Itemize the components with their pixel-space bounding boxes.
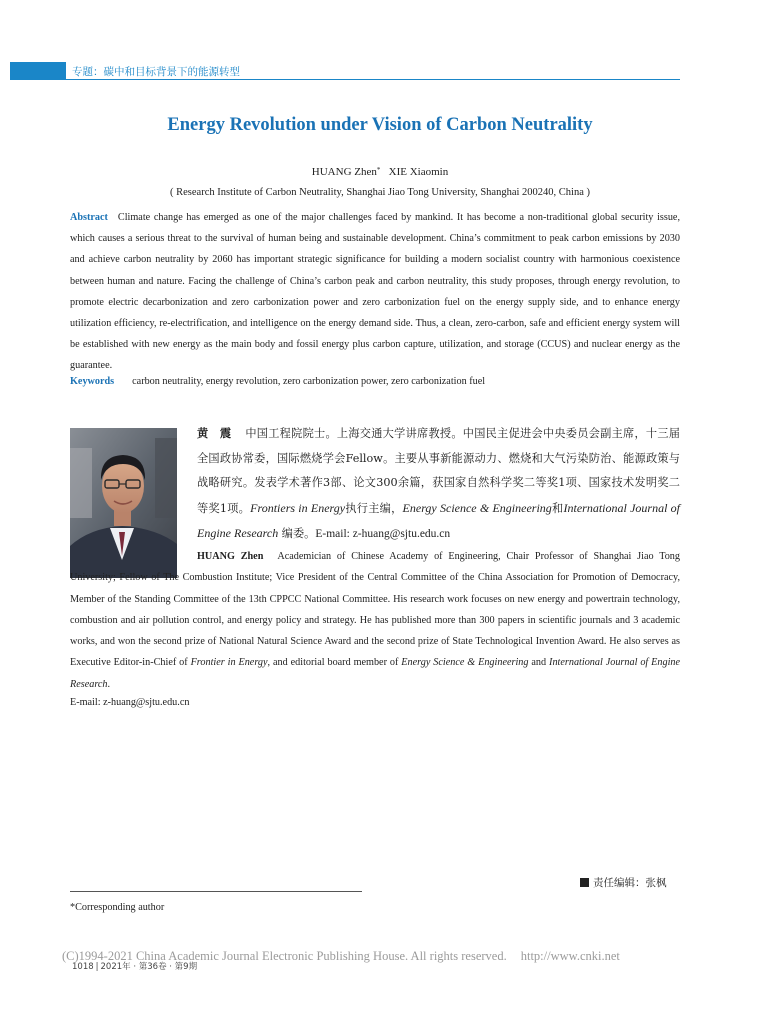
bio-name-en: HUANG Zhen xyxy=(197,551,264,562)
journal-energy-science-engineering: Energy Science & Engineering xyxy=(402,500,552,515)
black-square-icon xyxy=(580,878,589,887)
section-header: 专题：碳中和目标背景下的能源转型 xyxy=(72,66,240,78)
bio-role-cn-1: 执行主编， xyxy=(345,501,403,515)
journal-frontier-in-energy-en: Frontier in Energy xyxy=(190,657,268,669)
bio-email-en: E-mail: z-huang@sjtu.edu.cn xyxy=(70,697,190,708)
header-accent-bar xyxy=(10,62,66,80)
paper-title: Energy Revolution under Vision of Carbon Neutrality xyxy=(167,115,593,135)
author-xie-xiaomin: XIE Xiaomin xyxy=(388,166,449,178)
journal-energy-science-engineering-en: Energy Science & Engineering xyxy=(401,657,529,669)
bio-email-cn: E-mail: z-huang@sjtu.edu.cn xyxy=(315,528,451,541)
bio-and-cn: 和 xyxy=(551,501,564,515)
page-number: 1018 xyxy=(72,962,94,972)
keywords xyxy=(70,376,680,387)
abstract-text: Climate change has emerged as one of the major challenges faced by mankind. It has become a non-traditional global security issue, which causes a serious threat to the survival of human being and sustainable development. China’s commitment to peak carbon emissions by 2030 and achieve carbon neutrality by 2060 has important strategic significance for building a modern socialist country with harmonious coexistence between human and nature. Facing the challenge of China’s carbon peak and carbon neutrality, this study proposes, through energy revolution, to promote electric decarbonization and zero carbonization power and zero carbonization fuel on the energy supply side, and to enhance energy utilization efficiency, re-electrification, and intelligence on the energy demand side. Thus, a clean, zero-carbon, safe and efficient energy system will be established with new energy as the main body and fossil energy plus carbon capture, utilization, and storage (CCUS) and nuclear energy as the guarantee. xyxy=(70,212,680,372)
keywords-text: carbon neutrality, energy revolution, zero carbonization power, zero carbonization fuel xyxy=(132,376,486,387)
bio-end-en: . xyxy=(107,678,111,690)
editor-text: 责任编辑：张枫 xyxy=(593,877,667,889)
affiliation: ( Research Institute of Carbon Neutrality, Shanghai Jiao Tong University, Shanghai 200240, China ) xyxy=(170,187,590,198)
footnote: *Corresponding author xyxy=(70,902,165,913)
bio-role-cn-2: 编委。 xyxy=(281,527,316,541)
bio-mid-en: , and editorial board member of xyxy=(267,657,399,669)
journal-engine-research: International Journal of Engine Research xyxy=(197,500,680,541)
keywords-label: Keywords xyxy=(70,376,115,387)
abstract xyxy=(70,207,680,377)
issue-info: 2021年 · 第36卷 · 第9期 xyxy=(100,962,198,972)
journal-frontiers-in-energy: Frontiers in Energy xyxy=(250,500,346,515)
responsible-editor xyxy=(580,875,667,890)
bio-name-cn: 黄 震 xyxy=(197,426,232,440)
bio-and-en: and xyxy=(531,657,547,669)
journal-engine-research-en: International Journal of Engine Research xyxy=(70,657,681,690)
page-footer: 1018 | 2021年 · 第36卷 · 第9期 xyxy=(72,962,198,972)
author-bio-chinese xyxy=(197,421,680,547)
author-line xyxy=(0,166,760,178)
author-bio-english xyxy=(70,546,680,695)
watermark-text: (C)1994-2021 China Academic Journal Electronic Publishing House. All rights reserved. xyxy=(62,949,507,963)
header-rule xyxy=(66,79,680,80)
author-huang-zhen: HUANG Zhen xyxy=(311,166,377,178)
watermark-url: http://www.cnki.net xyxy=(520,949,620,963)
bio-text-cn: 中国工程院院士。上海交通大学讲席教授。中国民主促进会中央委员会副主席，十三届全国政协常委，国际燃烧学会Fellow。主要从事新能源动力、燃烧和大气污染防治、能源政策与战略研究。发表学术著作3部、论文300余篇，获国家自然科学奖二等奖1项、国家技术发明奖二等奖1项。 xyxy=(197,427,680,515)
corresponding-mark: * xyxy=(376,166,381,174)
abstract-label: Abstract xyxy=(70,212,108,223)
bio-text-en: Academician of Chinese Academy of Engineering, Chair Professor of Shanghai Jiao Tong University; Fellow of The Combustion Institute; Vice President of the Central Committee of the China Association for Promotion of Democracy, Member of the Standing Committee of the 13th CPPCC National Committee. His research work focuses on new energy and powertrain technology, combustion and air pollution control, and energy policy and strategy. He has published more than 300 papers in scientific journals and 3 academic works, and won the second prize of National Natural Science Award and the second prize of State Technological Invention Award. He also serves as Executive Editor-in-Chief of xyxy=(70,551,680,669)
footnote-rule xyxy=(70,891,362,892)
